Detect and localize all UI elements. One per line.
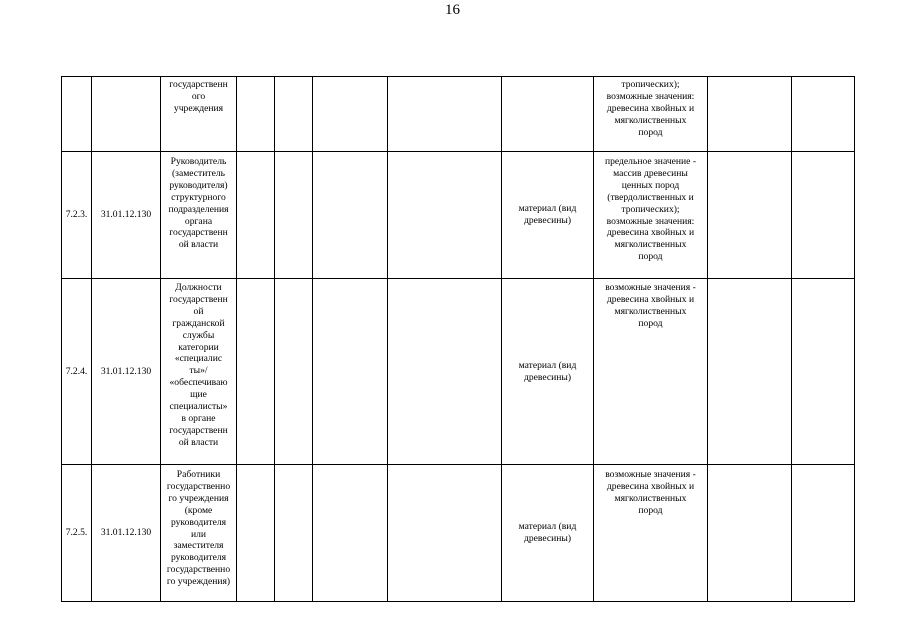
position-cell: Должности государственн ой гражданской службы категории «специалис ты»/ «обеспечиваю щие специалисты» в органе государственн ой власти — [161, 279, 237, 465]
empty-cell — [708, 465, 792, 602]
table-row — [62, 152, 855, 279]
table-row — [62, 465, 855, 602]
empty-cell — [708, 279, 792, 465]
position-cell: Работники государственно го учреждения (кроме руководителя или заместителя руководителя государственно го учреждения) — [161, 465, 237, 602]
empty-cell — [388, 465, 502, 602]
okpd-code-cell: 31.01.12.130 — [92, 465, 161, 602]
empty-cell — [792, 77, 855, 152]
empty-cell — [792, 279, 855, 465]
value-cell: возможные значения - древесина хвойных и мягколиственных пород — [594, 279, 708, 465]
position-cell: Руководитель (заместитель руководителя) структурного подразделения органа государственн ой власти — [161, 152, 237, 279]
row-number-cell: 7.2.3. — [62, 152, 92, 279]
empty-cell — [792, 152, 855, 279]
characteristic-cell: материал (вид древесины) — [502, 465, 594, 602]
empty-cell — [388, 152, 502, 279]
characteristic-cell: материал (вид древесины) — [502, 152, 594, 279]
value-cell: тропических); возможные значения: древесина хвойных и мягколиственных пород — [594, 77, 708, 152]
empty-cell — [708, 77, 792, 152]
empty-cell — [313, 465, 388, 602]
position-cell: государственн ого учреждения — [161, 77, 237, 152]
row-number-cell: 7.2.5. — [62, 465, 92, 602]
okpd-code-cell: 31.01.12.130 — [92, 279, 161, 465]
table-row — [62, 279, 855, 465]
okpd-code-cell — [92, 77, 161, 152]
empty-cell — [388, 279, 502, 465]
empty-cell — [388, 77, 502, 152]
page-number: 16 — [445, 2, 460, 18]
empty-cell — [275, 77, 313, 152]
row-number-cell: 7.2.4. — [62, 279, 92, 465]
empty-cell — [708, 152, 792, 279]
empty-cell — [237, 152, 275, 279]
value-cell: предельное значение - массив древесины ценных пород (твердолиственных и тропических); возможные значения: древесина хвойных и мягколиственных пород — [594, 152, 708, 279]
requirements-table — [61, 76, 855, 602]
empty-cell — [792, 465, 855, 602]
empty-cell — [275, 465, 313, 602]
characteristic-cell: материал (вид древесины) — [502, 279, 594, 465]
empty-cell — [275, 279, 313, 465]
row-number-cell — [62, 77, 92, 152]
value-cell: возможные значения - древесина хвойных и мягколиственных пород — [594, 465, 708, 602]
empty-cell — [313, 77, 388, 152]
empty-cell — [237, 279, 275, 465]
empty-cell — [237, 465, 275, 602]
empty-cell — [313, 279, 388, 465]
characteristic-cell — [502, 77, 594, 152]
empty-cell — [275, 152, 313, 279]
empty-cell — [237, 77, 275, 152]
empty-cell — [313, 152, 388, 279]
table-row — [62, 77, 855, 152]
okpd-code-cell: 31.01.12.130 — [92, 152, 161, 279]
